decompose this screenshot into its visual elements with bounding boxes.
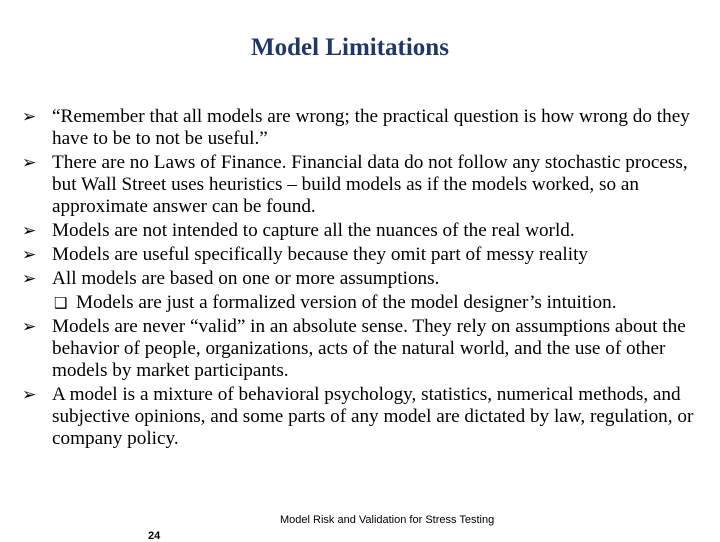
sub-bullet-item xyxy=(22,292,702,314)
bullet-item xyxy=(22,384,702,450)
bullet-text: Models are never “valid” in an absolute sense. They rely on assumptions about the behavior of people, organizations, acts of the natural world, and the use of other models by market participants. xyxy=(52,316,686,381)
bullet-item xyxy=(22,152,702,218)
page-number: 24 xyxy=(148,530,161,542)
bullet-item xyxy=(22,106,702,150)
slide-footer: Model Risk and Validation for Stress Testing xyxy=(280,514,495,526)
arrow-bullet-icon: ➢ xyxy=(22,317,37,337)
bullet-item xyxy=(22,316,702,382)
arrow-bullet-icon: ➢ xyxy=(22,153,37,173)
bullet-text: “Remember that all models are wrong; the practical question is how wrong do they have to be to not be useful.” xyxy=(52,106,690,149)
bullet-text: There are no Laws of Finance. Financial data do not follow any stochastic process, but Wall Street uses heuristics – build models as if the models worked, so an approximate answer can be found. xyxy=(52,152,688,217)
square-bullet-icon: ❑ xyxy=(54,294,68,312)
bullet-item xyxy=(22,268,702,290)
arrow-bullet-icon: ➢ xyxy=(22,385,37,405)
arrow-bullet-icon: ➢ xyxy=(22,245,37,265)
arrow-bullet-icon: ➢ xyxy=(22,107,37,127)
bullet-list xyxy=(22,106,702,452)
bullet-text: Models are just a formalized version of the model designer’s intuition. xyxy=(76,292,617,313)
bullet-item xyxy=(22,244,702,266)
bullet-item xyxy=(22,220,702,242)
bullet-text: All models are based on one or more assumptions. xyxy=(52,268,440,289)
bullet-text: A model is a mixture of behavioral psychology, statistics, numerical methods, and subjective opinions, and some parts of any model are dictated by law, regulation, or company policy. xyxy=(52,384,694,449)
slide-title: Model Limitations xyxy=(251,34,449,61)
arrow-bullet-icon: ➢ xyxy=(22,221,37,241)
bullet-text: Models are not intended to capture all the nuances of the real world. xyxy=(52,220,575,241)
arrow-bullet-icon: ➢ xyxy=(22,269,37,289)
bullet-text: Models are useful specifically because they omit part of messy reality xyxy=(52,244,589,265)
